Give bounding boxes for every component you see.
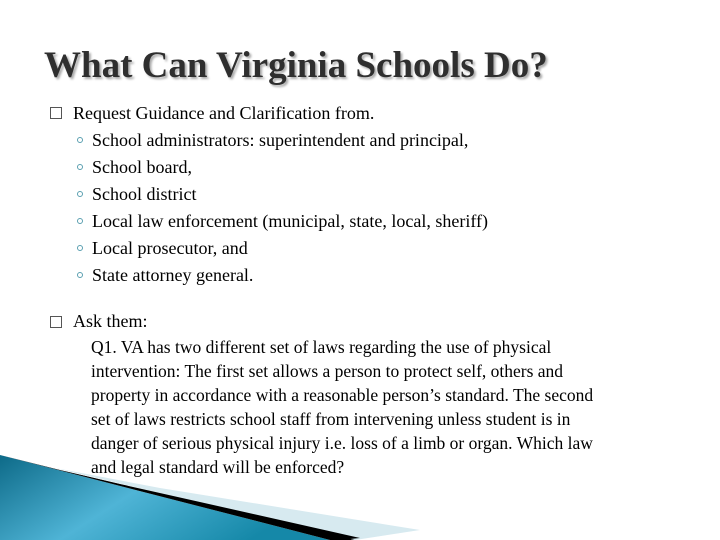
question-line: intervention: The first set allows a person to protect self, others and [91,361,564,381]
question-line: property in accordance with a reasonable person’s standard. The second [91,385,594,405]
bullet-text: Ask them: [73,311,148,331]
question-line: Q1. VA has two different set of laws regarding the use of physical [91,337,552,357]
circle-bullet-icon [77,245,83,251]
circle-bullet-icon [77,218,83,224]
sub-bullet: School district [92,184,197,204]
question-line: danger of serious physical injury i.e. loss of a limb or organ. Which law [91,433,593,453]
circle-bullet-icon [77,137,83,143]
square-bullet-icon [50,107,62,119]
circle-bullet-icon [77,191,83,197]
slide-title: What Can Virginia Schools Do? [44,45,548,86]
circle-bullet-icon [77,164,83,170]
sub-bullet: Local prosecutor, and [92,238,248,258]
circle-bullet-icon [77,272,83,278]
square-bullet-icon [50,316,62,328]
sub-bullet: School administrators: superintendent and principal, [92,130,469,150]
question-line: set of laws restricts school staff from intervening unless student is in [91,409,571,429]
sub-bullet: School board, [92,157,192,177]
question-line: and legal standard will be enforced? [91,457,345,477]
sub-bullet: State attorney general. [92,265,254,285]
bullet-text: Request Guidance and Clarification from. [73,103,375,123]
sub-bullet: Local law enforcement (municipal, state, local, sheriff) [92,211,488,231]
